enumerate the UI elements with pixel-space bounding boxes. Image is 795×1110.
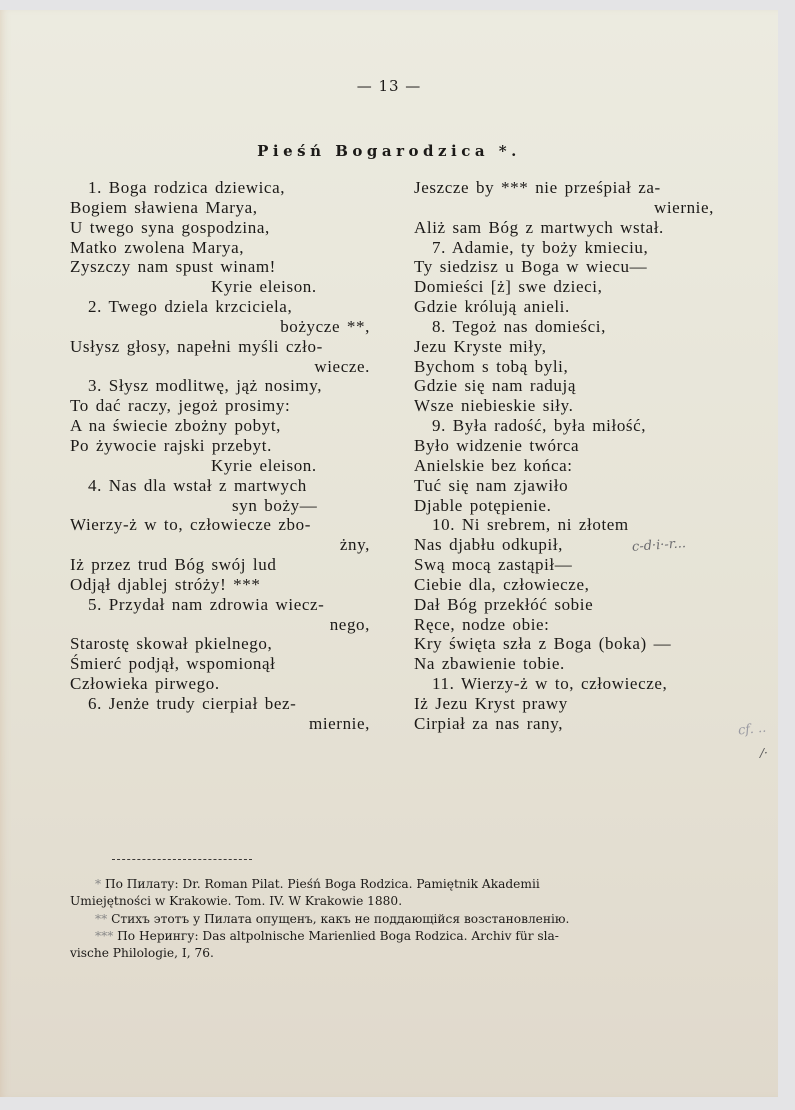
verse-text: 2. Twego dziela krzciciela,	[88, 297, 293, 317]
verse-line	[414, 674, 714, 694]
verse-text: Wsze niebieskie siły.	[414, 396, 574, 416]
verse-line	[414, 436, 714, 456]
verse-text: Jeszcze by *** nie prześpiał za-	[414, 178, 661, 197]
verse-line	[414, 595, 714, 615]
right-column	[414, 178, 714, 734]
verse-line	[414, 634, 714, 654]
verse-line	[70, 337, 370, 357]
verse-line	[414, 416, 714, 436]
verse-line	[414, 714, 714, 734]
verse-line	[70, 714, 370, 734]
verse-text: Swą mocą zastąpił—	[414, 555, 573, 575]
footnote-line	[70, 876, 718, 893]
verse-line	[70, 218, 370, 238]
verse-line	[414, 178, 714, 198]
footnote-line	[70, 928, 718, 945]
verse-line	[414, 654, 714, 674]
verse-line	[70, 277, 370, 297]
footnote-text: Стихъ этотъ у Пилата опущенъ, какъ не поддающійся возстановленію.	[111, 911, 570, 926]
verse-line	[414, 694, 714, 714]
verse-line	[70, 555, 370, 575]
verse-text: Djable potępienie.	[414, 495, 552, 515]
verse-text: Cirpiał za nas rany,	[414, 713, 564, 733]
verse-line	[70, 476, 370, 496]
verse-text: Gdzie królują anieli.	[414, 297, 570, 317]
footnote-text: По Нерингу: Das altpolnische Marienlied Boga Rodzica. Archiv für sla-	[117, 928, 559, 943]
verse-line	[414, 396, 714, 416]
verse-text: Zyszczy nam spust winam!	[70, 257, 276, 277]
page-number: — 13 —	[356, 77, 422, 95]
verse-line	[70, 634, 370, 654]
footnote-divider	[112, 859, 252, 860]
verse-line	[414, 337, 714, 357]
verse-text: To dać raczy, jegoż prosimy:	[70, 396, 291, 416]
verse-text: Kyrie eleison.	[211, 277, 317, 297]
verse-line	[414, 198, 714, 218]
verse-line	[70, 376, 370, 396]
verse-text: bożycze **,	[280, 316, 370, 336]
verse-line	[70, 198, 370, 218]
verse-line	[414, 456, 714, 476]
verse-line	[70, 496, 370, 516]
footnote-line	[70, 893, 718, 910]
footnote-marker: *	[95, 877, 102, 891]
verse-text: Było widzenie twórca	[414, 435, 580, 455]
verse-line	[70, 297, 370, 317]
handwritten-annotation: cf. ..	[737, 720, 767, 739]
verse-text: Iż Jezu Kryst prawy	[414, 693, 568, 713]
verse-text: nego,	[329, 614, 370, 634]
verse-line	[70, 257, 370, 277]
handwritten-annotation: c-d·i·-r...	[631, 536, 687, 555]
verse-text: Aliż sam Bóg z martwych wstał.	[414, 217, 664, 237]
verse-text: 4. Nas dla wstał z martwych	[88, 475, 307, 495]
verse-line	[414, 615, 714, 635]
verse-line	[414, 476, 714, 496]
verse-line	[70, 535, 370, 555]
footnote-line	[70, 911, 718, 928]
verse-line	[414, 376, 714, 396]
handwritten-annotation: /·	[760, 746, 768, 760]
verse-line	[414, 297, 714, 317]
verse-text: Usłysz głosy, napełni myśli czło-	[70, 336, 323, 356]
verse-text: 9. Była radość, była miłość,	[432, 416, 647, 436]
footnote-text: vische Philologie, I, 76.	[70, 946, 214, 961]
verse-line	[70, 595, 370, 615]
verse-line	[70, 238, 370, 258]
verse-line	[70, 515, 370, 535]
verse-line	[70, 456, 370, 476]
verse-text: miernie,	[309, 713, 370, 733]
verse-line	[414, 257, 714, 277]
verse-text: Śmierć podjął, wspomionął	[70, 654, 276, 674]
verse-text: Matko zwolena Marya,	[70, 237, 245, 257]
verse-text: Kyrie eleison.	[211, 455, 317, 475]
verse-text: 8. Tegoż nas domieści,	[432, 316, 606, 336]
verse-text: 1. Boga rodzica dziewica,	[88, 178, 286, 197]
verse-text: Człowieka pirwego.	[70, 674, 220, 694]
verse-text: Domieści [ż] swe dzieci,	[414, 277, 603, 297]
verse-text: Ty siedzisz u Boga w wiecu—	[414, 257, 648, 277]
verse-text: Iż przez trud Bóg swój lud	[70, 555, 277, 575]
verse-text: 7. Adamie, ty boży kmieciu,	[432, 237, 649, 257]
footnote-marker: ***	[95, 928, 114, 943]
verse-text: Anielskie bez końca:	[414, 455, 573, 475]
verse-text: U twego syna gospodzina,	[70, 217, 270, 237]
verse-line	[414, 218, 714, 238]
verse-text: A na świecie zbożny pobyt,	[70, 416, 282, 436]
verse-text: Jezu Kryste miły,	[414, 336, 547, 356]
verse-line	[70, 654, 370, 674]
verse-line	[70, 436, 370, 456]
document-page	[0, 10, 778, 1097]
verse-line	[414, 496, 714, 516]
verse-line	[70, 674, 370, 694]
verse-text: Po żywocie rajski przebyt.	[70, 435, 272, 455]
verse-text: Gdzie się nam radują	[414, 376, 576, 396]
verse-text: Bychom s tobą byli,	[414, 356, 569, 376]
verse-line	[70, 694, 370, 714]
verse-text: wiecze.	[314, 356, 370, 376]
footnote-text: Umiejętności w Krakowie. Tom. IV. W Krakowie 1880.	[70, 894, 403, 909]
verse-text: Ręce, nodze obie:	[414, 614, 550, 634]
verse-line	[70, 416, 370, 436]
verse-text: Bogiem sławiena Marya,	[70, 197, 258, 217]
footnote-text: По Пилату: Dr. Roman Pilat. Pieśń Boga Rodzica. Pamiętnik Akademii	[104, 877, 540, 891]
verse-text: Nas djabłu odkupił,	[414, 535, 564, 555]
verse-text: Na zbawienie tobie.	[414, 654, 565, 674]
verse-text: 5. Przydał nam zdrowia wiecz-	[88, 594, 325, 614]
verse-text: żny,	[339, 535, 370, 555]
verse-line	[414, 575, 714, 595]
verse-text: syn boży—	[232, 495, 318, 515]
verse-line	[414, 277, 714, 297]
verse-line	[70, 615, 370, 635]
verse-text: Odjął djablej stróży! ***	[70, 574, 261, 594]
verse-line	[414, 238, 714, 258]
verse-text: Starostę skował pkielnego,	[70, 634, 273, 654]
verse-text: wiernie,	[653, 197, 714, 217]
verse-text: Tuć się nam zjawiło	[414, 475, 569, 495]
footnote-line	[70, 945, 718, 962]
verse-line	[414, 357, 714, 377]
verse-text: 3. Słysz modlitwę, jąż nosimy,	[88, 376, 323, 396]
verse-line	[70, 178, 370, 198]
footnotes	[70, 876, 718, 962]
verse-line	[70, 575, 370, 595]
footnote-marker: **	[95, 911, 108, 926]
verse-text: Ciebie dla, człowiecze,	[414, 574, 590, 594]
verse-text: Kry święta szła z Boga (boka) —	[414, 634, 672, 654]
verse-line	[70, 357, 370, 377]
verse-text: 11. Wierzy-ż w to, człowiecze,	[432, 674, 668, 694]
verse-text: 6. Jenże trudy cierpiał bez-	[88, 693, 297, 713]
verse-text: Wierzy-ż w to, człowiecze zbo-	[70, 515, 311, 535]
verse-line	[414, 515, 714, 535]
verse-line	[70, 317, 370, 337]
verse-line	[414, 555, 714, 575]
verse-line	[70, 396, 370, 416]
verse-text: Dał Bóg przekłóć sobie	[414, 594, 594, 614]
verse-line	[414, 317, 714, 337]
page-title: Pieśń Bogarodzica *.	[257, 142, 521, 160]
verse-text: 10. Ni srebrem, ni złotem	[432, 515, 629, 535]
left-column	[70, 178, 370, 734]
